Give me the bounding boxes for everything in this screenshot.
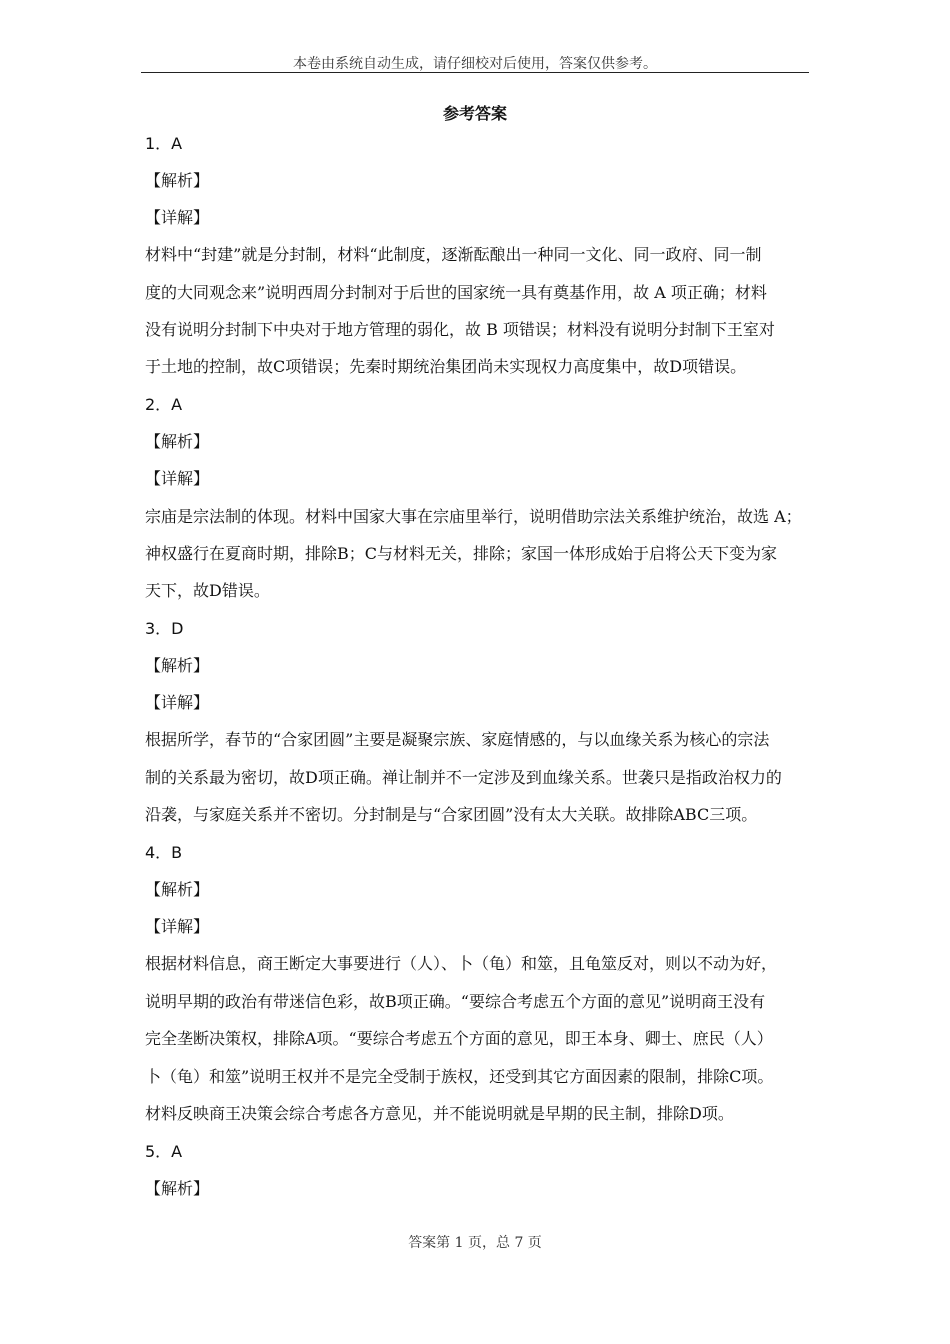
section-label-analysis: 【解析】 bbox=[145, 171, 210, 190]
answer-text-line: 度的大同观念来”说明西周分封制对于后世的国家统一具有奠基作用，故 A 项正确；材料 bbox=[145, 283, 767, 302]
answer-text-line: 神权盛行在夏商时期，排除B；C与材料无关，排除；家国一体形成始于启将公天下变为家 bbox=[145, 544, 778, 563]
answer-text-line: 沿袭，与家庭关系并不密切。分封制是与“合家团圆”没有太大关联。故排除ABC三项。 bbox=[145, 805, 758, 824]
header-rule bbox=[141, 72, 809, 73]
section-label-analysis: 【解析】 bbox=[145, 880, 210, 899]
section-label-analysis: 【解析】 bbox=[145, 656, 210, 675]
answer-text-line: 宗庙是宗法制的体现。材料中国家大事在宗庙里举行，说明借助宗法关系维护统治，故选 A； bbox=[145, 507, 802, 526]
answer-text-line: 材料反映商王决策会综合考虑各方意见，并不能说明就是早期的民主制，排除D项。 bbox=[145, 1104, 734, 1123]
page-title: 参考答案 bbox=[442, 104, 507, 123]
section-label-detail: 【详解】 bbox=[145, 469, 210, 488]
question-number: 1．A bbox=[145, 134, 183, 153]
answer-text-line: 根据材料信息，商王断定大事要进行（人）、卜（龟）和筮，且龟筮反对，则以不动为好， bbox=[145, 954, 778, 973]
answer-text-line: 天下，故D错误。 bbox=[145, 581, 270, 600]
answer-text-line: 说明早期的政治有带迷信色彩，故B项正确。“要综合考虑五个方面的意见”说明商王没有 bbox=[145, 992, 766, 1011]
question-number: 4．B bbox=[145, 843, 183, 862]
page-footer: 答案第 1 页，总 7 页 bbox=[408, 1235, 542, 1251]
section-label-analysis: 【解析】 bbox=[145, 1179, 210, 1198]
header-note: 本卷由系统自动生成，请仔细校对后使用，答案仅供参考。 bbox=[293, 56, 657, 72]
answer-text-line: 完全垄断决策权，排除A项。“要综合考虑五个方面的意见，即王本身、卿士、庶民（人） bbox=[145, 1029, 773, 1048]
answer-text-line: 卜（龟）和筮”说明王权并不是完全受制于族权，还受到其它方面因素的限制，排除C项。 bbox=[145, 1067, 774, 1086]
answer-text-line: 没有说明分封制下中央对于地方管理的弱化，故 B 项错误；材料没有说明分封制下王室对 bbox=[145, 320, 775, 339]
section-label-detail: 【详解】 bbox=[145, 208, 210, 227]
answer-text-line: 材料中“封建”就是分封制，材料“此制度，逐渐酝酿出一种同一文化、同一政府、同一制 bbox=[145, 245, 762, 264]
answer-text-line: 于土地的控制，故C项错误；先秦时期统治集团尚未实现权力高度集中，故D项错误。 bbox=[145, 357, 747, 376]
question-number: 5．A bbox=[145, 1142, 183, 1161]
question-number: 3．D bbox=[145, 619, 184, 638]
section-label-detail: 【详解】 bbox=[145, 693, 210, 712]
question-number: 2．A bbox=[145, 395, 183, 414]
answer-text-line: 制的关系最为密切，故D项正确。禅让制并不一定涉及到血缘关系。世袭只是指政治权力的 bbox=[145, 768, 782, 787]
section-label-detail: 【详解】 bbox=[145, 917, 210, 936]
section-label-analysis: 【解析】 bbox=[145, 432, 210, 451]
answer-text-line: 根据所学，春节的“合家团圆”主要是凝聚宗族、家庭情感的，与以血缘关系为核心的宗法 bbox=[145, 730, 770, 749]
